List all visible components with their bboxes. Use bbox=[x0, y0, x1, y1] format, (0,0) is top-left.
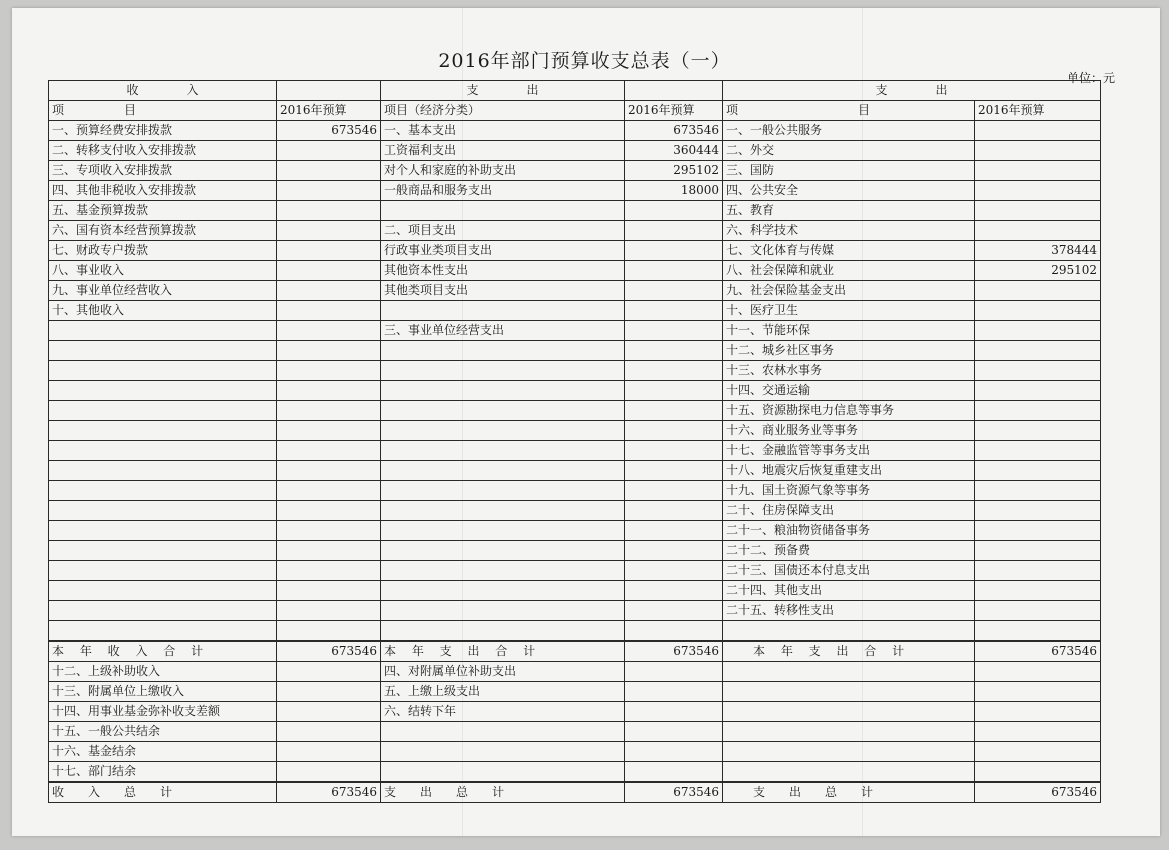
expense-value bbox=[625, 742, 723, 762]
expense-value bbox=[625, 481, 723, 501]
expense-item bbox=[381, 381, 625, 401]
income-value bbox=[277, 441, 381, 461]
income-value bbox=[277, 621, 381, 642]
functional-value bbox=[975, 401, 1101, 421]
expense-item bbox=[381, 201, 625, 221]
table-row bbox=[49, 401, 1101, 421]
functional-value bbox=[975, 361, 1101, 381]
income-item: 十三、附属单位上缴收入 bbox=[49, 682, 277, 702]
functional-item: 五、教育 bbox=[723, 201, 975, 221]
income-value bbox=[277, 682, 381, 702]
functional-value bbox=[975, 682, 1101, 702]
income-item: 五、基金预算拨款 bbox=[49, 201, 277, 221]
income-item bbox=[49, 521, 277, 541]
expense-value bbox=[625, 601, 723, 621]
expense-value bbox=[625, 762, 723, 783]
table-row bbox=[49, 662, 1101, 682]
expense-value bbox=[625, 421, 723, 441]
table-row bbox=[49, 682, 1101, 702]
functional-value bbox=[975, 461, 1101, 481]
functional-value bbox=[975, 722, 1101, 742]
table-row bbox=[49, 241, 1101, 261]
income-item bbox=[49, 441, 277, 461]
functional-item: 十、医疗卫生 bbox=[723, 301, 975, 321]
income-item: 四、其他非税收入安排拨款 bbox=[49, 181, 277, 201]
table-row bbox=[49, 361, 1101, 381]
functional-value bbox=[975, 581, 1101, 601]
expense-item bbox=[381, 621, 625, 642]
table-row bbox=[49, 501, 1101, 521]
income-value: 673546 bbox=[277, 121, 381, 141]
income-item: 十二、上级补助收入 bbox=[49, 662, 277, 682]
expense-item bbox=[381, 722, 625, 742]
functional-value bbox=[975, 702, 1101, 722]
expense-item bbox=[381, 581, 625, 601]
page-title: 2016年部门预算收支总表（一） bbox=[438, 50, 731, 72]
expense-item bbox=[381, 341, 625, 361]
functional-item bbox=[723, 742, 975, 762]
expense-group-header-economic: 支 出 bbox=[381, 81, 625, 101]
income-item bbox=[49, 581, 277, 601]
expense-grand-total-value: 673546 bbox=[625, 782, 723, 803]
table-row bbox=[49, 161, 1101, 181]
functional-item: 一、一般公共服务 bbox=[723, 121, 975, 141]
income-value bbox=[277, 301, 381, 321]
functional-grand-total-label: 支 出 总 计 bbox=[723, 782, 975, 803]
expense-item bbox=[381, 421, 625, 441]
income-annual-total-value: 673546 bbox=[277, 641, 381, 662]
table-row bbox=[49, 421, 1101, 441]
income-item: 十、其他收入 bbox=[49, 301, 277, 321]
expense-item: 五、上缴上级支出 bbox=[381, 682, 625, 702]
income-item bbox=[49, 621, 277, 642]
expense-value bbox=[625, 381, 723, 401]
expense-value bbox=[625, 501, 723, 521]
income-value bbox=[277, 401, 381, 421]
functional-value bbox=[975, 481, 1101, 501]
income-value bbox=[277, 742, 381, 762]
income-value bbox=[277, 521, 381, 541]
table-row bbox=[49, 201, 1101, 221]
expense-value: 360444 bbox=[625, 141, 723, 161]
expense-value bbox=[625, 201, 723, 221]
functional-item: 二十、住房保障支出 bbox=[723, 501, 975, 521]
income-value bbox=[277, 141, 381, 161]
expense-item bbox=[381, 762, 625, 783]
table-row bbox=[49, 722, 1101, 742]
income-item: 十四、用事业基金弥补收支差额 bbox=[49, 702, 277, 722]
table-row bbox=[49, 521, 1101, 541]
income-value bbox=[277, 461, 381, 481]
expense-value bbox=[625, 441, 723, 461]
expense-value bbox=[625, 521, 723, 541]
expense-item bbox=[381, 521, 625, 541]
column-header-budget: 2016年预算 bbox=[625, 101, 723, 121]
income-value bbox=[277, 321, 381, 341]
expense-item: 二、项目支出 bbox=[381, 221, 625, 241]
functional-item bbox=[723, 722, 975, 742]
functional-item: 八、社会保障和就业 bbox=[723, 261, 975, 281]
table-row bbox=[49, 742, 1101, 762]
functional-value bbox=[975, 441, 1101, 461]
column-header-item: 项 目 bbox=[49, 101, 277, 121]
expense-annual-total-label: 本 年 支 出 合 计 bbox=[381, 641, 625, 662]
income-value bbox=[277, 581, 381, 601]
unit-label: 单位：元 bbox=[1066, 71, 1115, 85]
expense-item bbox=[381, 481, 625, 501]
income-value bbox=[277, 201, 381, 221]
income-item: 八、事业收入 bbox=[49, 261, 277, 281]
functional-value bbox=[975, 161, 1101, 181]
functional-value bbox=[975, 121, 1101, 141]
grand-total-row bbox=[49, 782, 1101, 803]
expense-value bbox=[625, 261, 723, 281]
functional-value bbox=[975, 541, 1101, 561]
functional-value bbox=[975, 742, 1101, 762]
functional-value bbox=[975, 381, 1101, 401]
expense-value bbox=[625, 561, 723, 581]
income-item: 九、事业单位经营收入 bbox=[49, 281, 277, 301]
income-grand-total-label: 收 入 总 计 bbox=[49, 782, 277, 803]
table-row bbox=[49, 341, 1101, 361]
functional-value bbox=[975, 281, 1101, 301]
expense-item bbox=[381, 742, 625, 762]
income-annual-total-label: 本 年 收 入 合 计 bbox=[49, 641, 277, 662]
income-item: 十七、部门结余 bbox=[49, 762, 277, 783]
expense-group-header-functional: 支 出 bbox=[723, 81, 1101, 101]
income-value bbox=[277, 161, 381, 181]
functional-item bbox=[723, 762, 975, 783]
expense-item bbox=[381, 441, 625, 461]
functional-item: 十八、地震灾后恢复重建支出 bbox=[723, 461, 975, 481]
functional-item: 六、科学技术 bbox=[723, 221, 975, 241]
income-item bbox=[49, 501, 277, 521]
table-row bbox=[49, 301, 1101, 321]
expense-value bbox=[625, 401, 723, 421]
expense-value bbox=[625, 662, 723, 682]
expense-item: 一、基本支出 bbox=[381, 121, 625, 141]
income-item bbox=[49, 401, 277, 421]
table-row bbox=[49, 702, 1101, 722]
income-item bbox=[49, 341, 277, 361]
income-value bbox=[277, 722, 381, 742]
functional-item: 二十一、粮油物资储备事务 bbox=[723, 521, 975, 541]
functional-item: 二十五、转移性支出 bbox=[723, 601, 975, 621]
table-row bbox=[49, 621, 1101, 642]
functional-value bbox=[975, 421, 1101, 441]
income-value bbox=[277, 541, 381, 561]
income-value bbox=[277, 261, 381, 281]
expense-value bbox=[625, 702, 723, 722]
income-value bbox=[277, 421, 381, 441]
income-item: 十六、基金结余 bbox=[49, 742, 277, 762]
expense-value: 295102 bbox=[625, 161, 723, 181]
expense-item bbox=[381, 461, 625, 481]
functional-item: 十七、金融监管等事务支出 bbox=[723, 441, 975, 461]
income-item bbox=[49, 321, 277, 341]
functional-item bbox=[723, 702, 975, 722]
expense-value bbox=[625, 682, 723, 702]
expense-item: 三、事业单位经营支出 bbox=[381, 321, 625, 341]
income-value bbox=[277, 561, 381, 581]
functional-annual-total-label: 本 年 支 出 合 计 bbox=[723, 641, 975, 662]
functional-item: 十六、商业服务业等事务 bbox=[723, 421, 975, 441]
income-group-header: 收 入 bbox=[49, 81, 277, 101]
functional-item bbox=[723, 621, 975, 642]
functional-item: 十四、交通运输 bbox=[723, 381, 975, 401]
table-row bbox=[49, 441, 1101, 461]
budget-table bbox=[48, 80, 1101, 803]
income-item bbox=[49, 361, 277, 381]
functional-value bbox=[975, 221, 1101, 241]
functional-value bbox=[975, 662, 1101, 682]
expense-value bbox=[625, 221, 723, 241]
expense-item bbox=[381, 501, 625, 521]
functional-value bbox=[975, 521, 1101, 541]
expense-value bbox=[625, 621, 723, 642]
expense-value bbox=[625, 461, 723, 481]
expense-value bbox=[625, 241, 723, 261]
expense-annual-total-value: 673546 bbox=[625, 641, 723, 662]
table-row bbox=[49, 221, 1101, 241]
table-row bbox=[49, 381, 1101, 401]
functional-value bbox=[975, 301, 1101, 321]
income-item: 十五、一般公共结余 bbox=[49, 722, 277, 742]
functional-value bbox=[975, 762, 1101, 783]
income-value bbox=[277, 181, 381, 201]
income-item bbox=[49, 541, 277, 561]
table-row bbox=[49, 321, 1101, 341]
income-value bbox=[277, 281, 381, 301]
income-value bbox=[277, 601, 381, 621]
income-value bbox=[277, 481, 381, 501]
functional-item: 四、公共安全 bbox=[723, 181, 975, 201]
functional-annual-total-value: 673546 bbox=[975, 641, 1101, 662]
expense-item: 其他资本性支出 bbox=[381, 261, 625, 281]
table-row bbox=[49, 281, 1101, 301]
income-item bbox=[49, 381, 277, 401]
expense-value bbox=[625, 321, 723, 341]
income-value bbox=[277, 662, 381, 682]
functional-value: 378444 bbox=[975, 241, 1101, 261]
expense-item: 六、结转下年 bbox=[381, 702, 625, 722]
income-item: 七、财政专户拨款 bbox=[49, 241, 277, 261]
income-item: 三、专项收入安排拨款 bbox=[49, 161, 277, 181]
table-row bbox=[49, 762, 1101, 783]
functional-value bbox=[975, 321, 1101, 341]
table-row bbox=[49, 261, 1101, 281]
functional-item: 二十二、预备费 bbox=[723, 541, 975, 561]
income-item bbox=[49, 481, 277, 501]
expense-value: 673546 bbox=[625, 121, 723, 141]
table-column-header-row bbox=[49, 101, 1101, 121]
expense-item bbox=[381, 301, 625, 321]
functional-value: 295102 bbox=[975, 261, 1101, 281]
income-value bbox=[277, 341, 381, 361]
table-row bbox=[49, 181, 1101, 201]
column-header-economic-item: 项目（经济分类） bbox=[381, 101, 625, 121]
table-row bbox=[49, 481, 1101, 501]
functional-item: 十二、城乡社区事务 bbox=[723, 341, 975, 361]
expense-item bbox=[381, 541, 625, 561]
functional-item bbox=[723, 662, 975, 682]
expense-value bbox=[625, 541, 723, 561]
functional-item bbox=[723, 682, 975, 702]
table-row bbox=[49, 461, 1101, 481]
table-row bbox=[49, 601, 1101, 621]
expense-value: 18000 bbox=[625, 181, 723, 201]
functional-item: 二、外交 bbox=[723, 141, 975, 161]
expense-grand-total-label: 支 出 总 计 bbox=[381, 782, 625, 803]
income-item bbox=[49, 561, 277, 581]
income-item: 二、转移支付收入安排拨款 bbox=[49, 141, 277, 161]
functional-item: 十三、农林水事务 bbox=[723, 361, 975, 381]
expense-value bbox=[625, 581, 723, 601]
income-value bbox=[277, 501, 381, 521]
expense-item: 四、对附属单位补助支出 bbox=[381, 662, 625, 682]
functional-item: 二十四、其他支出 bbox=[723, 581, 975, 601]
column-header-budget: 2016年预算 bbox=[975, 101, 1101, 121]
expense-item: 工资福利支出 bbox=[381, 141, 625, 161]
table-row bbox=[49, 541, 1101, 561]
income-item bbox=[49, 601, 277, 621]
table-row bbox=[49, 581, 1101, 601]
expense-item: 一般商品和服务支出 bbox=[381, 181, 625, 201]
functional-item: 十一、节能环保 bbox=[723, 321, 975, 341]
income-grand-total-value: 673546 bbox=[277, 782, 381, 803]
income-item: 六、国有资本经营预算拨款 bbox=[49, 221, 277, 241]
functional-value bbox=[975, 621, 1101, 642]
column-header-functional-item: 项 目 bbox=[723, 101, 975, 121]
column-header-budget: 2016年预算 bbox=[277, 101, 381, 121]
functional-item: 二十三、国债还本付息支出 bbox=[723, 561, 975, 581]
income-value bbox=[277, 702, 381, 722]
income-item bbox=[49, 421, 277, 441]
expense-item bbox=[381, 401, 625, 421]
expense-value bbox=[625, 361, 723, 381]
expense-value bbox=[625, 341, 723, 361]
functional-item: 七、文化体育与传媒 bbox=[723, 241, 975, 261]
income-item bbox=[49, 461, 277, 481]
income-value bbox=[277, 361, 381, 381]
table-group-header-row bbox=[49, 81, 1101, 101]
functional-value bbox=[975, 181, 1101, 201]
functional-item: 十九、国土资源气象等事务 bbox=[723, 481, 975, 501]
income-item: 一、预算经费安排拨款 bbox=[49, 121, 277, 141]
functional-value bbox=[975, 141, 1101, 161]
income-value bbox=[277, 221, 381, 241]
functional-item: 十五、资源勘探电力信息等事务 bbox=[723, 401, 975, 421]
expense-value bbox=[625, 301, 723, 321]
expense-value bbox=[625, 722, 723, 742]
functional-grand-total-value: 673546 bbox=[975, 782, 1101, 803]
functional-value bbox=[975, 341, 1101, 361]
functional-value bbox=[975, 561, 1101, 581]
expense-item: 其他类项目支出 bbox=[381, 281, 625, 301]
income-value bbox=[277, 381, 381, 401]
expense-item bbox=[381, 361, 625, 381]
expense-item: 对个人和家庭的补助支出 bbox=[381, 161, 625, 181]
expense-item: 行政事业类项目支出 bbox=[381, 241, 625, 261]
income-value bbox=[277, 762, 381, 783]
table-row bbox=[49, 561, 1101, 581]
income-value bbox=[277, 241, 381, 261]
functional-value bbox=[975, 501, 1101, 521]
table-row bbox=[49, 141, 1101, 161]
functional-value bbox=[975, 601, 1101, 621]
expense-value bbox=[625, 281, 723, 301]
functional-value bbox=[975, 201, 1101, 221]
functional-item: 三、国防 bbox=[723, 161, 975, 181]
expense-item bbox=[381, 601, 625, 621]
annual-total-row bbox=[49, 641, 1101, 662]
expense-item bbox=[381, 561, 625, 581]
table-row bbox=[49, 121, 1101, 141]
functional-item: 九、社会保险基金支出 bbox=[723, 281, 975, 301]
